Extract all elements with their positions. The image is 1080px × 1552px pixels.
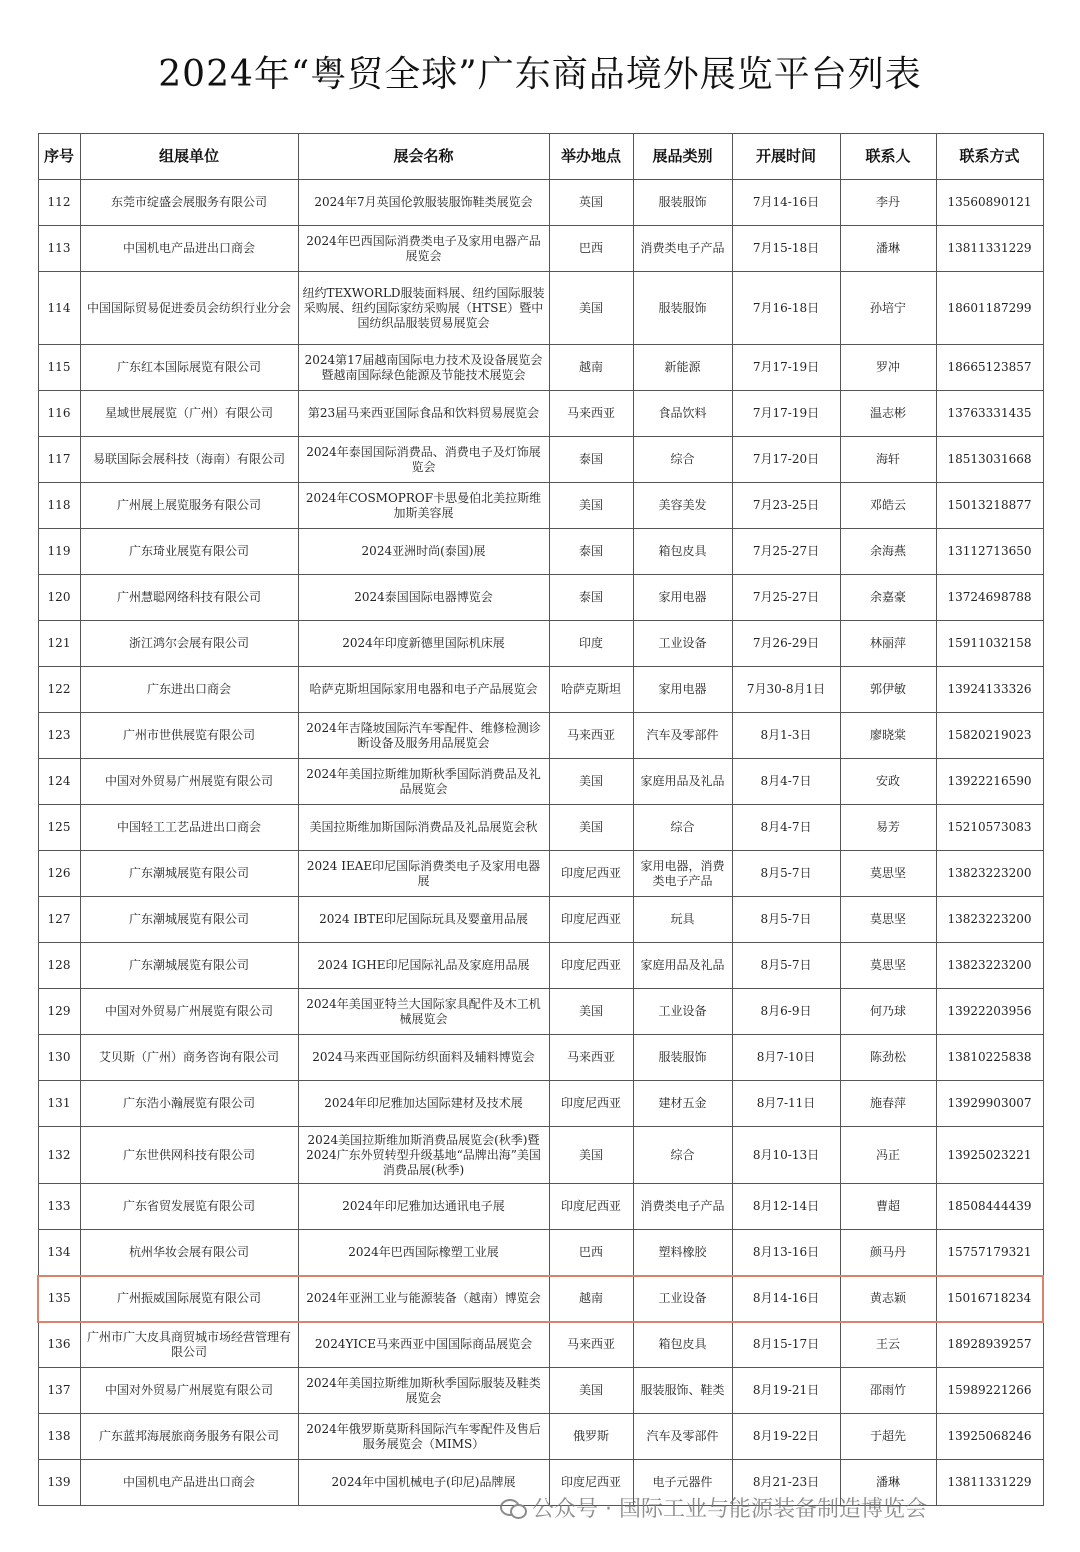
product-category: 工业设备 xyxy=(633,621,732,667)
exhibition-name: 2024亚洲时尚(泰国)展 xyxy=(298,529,549,575)
contact-person: 李丹 xyxy=(840,180,936,226)
product-category: 综合 xyxy=(633,1127,732,1184)
contact-phone: 13922216590 xyxy=(936,759,1043,805)
row-number: 135 xyxy=(38,1276,80,1322)
organizer: 广东省贸发展览有限公司 xyxy=(80,1184,298,1230)
contact-person: 冯正 xyxy=(840,1127,936,1184)
contact-person: 安政 xyxy=(840,759,936,805)
table-row xyxy=(38,1276,1043,1322)
exhibition-name: 2024第17届越南国际电力技术及设备展览会暨越南国际绿色能源及节能技术展览会 xyxy=(298,345,549,391)
organizer: 广东进出口商会 xyxy=(80,667,298,713)
row-number: 119 xyxy=(38,529,80,575)
start-date: 8月14-16日 xyxy=(732,1276,840,1322)
exhibition-name: 2024马来西亚国际纺织面料及辅料博览会 xyxy=(298,1035,549,1081)
contact-phone: 13823223200 xyxy=(936,943,1043,989)
table-row xyxy=(38,805,1043,851)
product-category: 家庭用品及礼品 xyxy=(633,943,732,989)
start-date: 8月12-14日 xyxy=(732,1184,840,1230)
exhibition-name: 2024年7月英国伦敦服装服饰鞋类展览会 xyxy=(298,180,549,226)
organizer: 中国机电产品进出口商会 xyxy=(80,1460,298,1506)
row-number: 112 xyxy=(38,180,80,226)
start-date: 8月6-9日 xyxy=(732,989,840,1035)
start-date: 8月5-7日 xyxy=(732,851,840,897)
product-category: 新能源 xyxy=(633,345,732,391)
start-date: 8月19-22日 xyxy=(732,1414,840,1460)
table-row xyxy=(38,1035,1043,1081)
organizer: 广东琦业展览有限公司 xyxy=(80,529,298,575)
contact-person: 潘琳 xyxy=(840,1460,936,1506)
exhibition-name: 2024YICE马来西亚中国国际商品展览会 xyxy=(298,1322,549,1368)
contact-person: 于超先 xyxy=(840,1414,936,1460)
row-number: 116 xyxy=(38,391,80,437)
location: 马来西亚 xyxy=(549,713,633,759)
start-date: 7月30-8月1日 xyxy=(732,667,840,713)
contact-person: 曹超 xyxy=(840,1184,936,1230)
table-row xyxy=(38,575,1043,621)
contact-person: 施春萍 xyxy=(840,1081,936,1127)
table-row xyxy=(38,713,1043,759)
table-row xyxy=(38,391,1043,437)
table-row xyxy=(38,897,1043,943)
page-title: 2024年“粤贸全球”广东商品境外展览平台列表 xyxy=(158,54,922,95)
contact-phone: 15210573083 xyxy=(936,805,1043,851)
start-date: 8月4-7日 xyxy=(732,805,840,851)
start-date: 7月25-27日 xyxy=(732,575,840,621)
contact-person: 潘琳 xyxy=(840,226,936,272)
organizer: 广州振威国际展览有限公司 xyxy=(80,1276,298,1322)
table-row xyxy=(38,180,1043,226)
location: 巴西 xyxy=(549,226,633,272)
contact-person: 莫思坚 xyxy=(840,851,936,897)
product-category: 家用电器，消费类电子产品 xyxy=(633,851,732,897)
organizer: 广州慧聪网络科技有限公司 xyxy=(80,575,298,621)
start-date: 8月13-16日 xyxy=(732,1230,840,1276)
watermark-text: 公众号 · 国际工业与能源装备制造博览会 xyxy=(532,1496,927,1522)
product-category: 箱包皮具 xyxy=(633,529,732,575)
product-category: 食品饮料 xyxy=(633,391,732,437)
contact-phone: 13811331229 xyxy=(936,1460,1043,1506)
organizer: 浙江鸿尔会展有限公司 xyxy=(80,621,298,667)
organizer: 艾贝斯（广州）商务咨询有限公司 xyxy=(80,1035,298,1081)
start-date: 8月4-7日 xyxy=(732,759,840,805)
exhibition-name: 第23届马来西亚国际食品和饮料贸易展览会 xyxy=(298,391,549,437)
row-number: 136 xyxy=(38,1322,80,1368)
organizer: 广东潮城展览有限公司 xyxy=(80,943,298,989)
location: 美国 xyxy=(549,483,633,529)
row-number: 124 xyxy=(38,759,80,805)
location: 印度尼西亚 xyxy=(549,897,633,943)
row-number: 132 xyxy=(38,1127,80,1184)
location: 印度 xyxy=(549,621,633,667)
col-header-phone: 联系方式 xyxy=(936,134,1043,180)
location: 泰国 xyxy=(549,437,633,483)
product-category: 箱包皮具 xyxy=(633,1322,732,1368)
row-number: 139 xyxy=(38,1460,80,1506)
contact-phone: 13810225838 xyxy=(936,1035,1043,1081)
product-category: 汽车及零部件 xyxy=(633,1414,732,1460)
start-date: 8月10-13日 xyxy=(732,1127,840,1184)
contact-phone: 15013218877 xyxy=(936,483,1043,529)
row-number: 125 xyxy=(38,805,80,851)
contact-person: 王云 xyxy=(840,1322,936,1368)
exhibition-name: 2024年中国机械电子(印尼)品牌展 xyxy=(298,1460,549,1506)
contact-phone: 13823223200 xyxy=(936,897,1043,943)
table-row xyxy=(38,1414,1043,1460)
table-row xyxy=(38,759,1043,805)
exhibition-name: 2024年泰国国际消费品、消费电子及灯饰展览会 xyxy=(298,437,549,483)
organizer: 广东红本国际展览有限公司 xyxy=(80,345,298,391)
col-header-org: 组展单位 xyxy=(80,134,298,180)
contact-person: 何乃球 xyxy=(840,989,936,1035)
start-date: 7月14-16日 xyxy=(732,180,840,226)
exhibition-name: 2024年吉隆坡国际汽车零配件、维修检测诊断设备及服务用品展览会 xyxy=(298,713,549,759)
row-number: 130 xyxy=(38,1035,80,1081)
contact-person: 罗冲 xyxy=(840,345,936,391)
location: 印度尼西亚 xyxy=(549,1460,633,1506)
row-number: 133 xyxy=(38,1184,80,1230)
contact-person: 黄志颖 xyxy=(840,1276,936,1322)
exhibition-name: 哈萨克斯坦国际家用电器和电子产品展览会 xyxy=(298,667,549,713)
contact-phone: 18665123857 xyxy=(936,345,1043,391)
product-category: 综合 xyxy=(633,437,732,483)
table-row xyxy=(38,437,1043,483)
start-date: 8月19-21日 xyxy=(732,1368,840,1414)
location: 美国 xyxy=(549,759,633,805)
contact-person: 林丽萍 xyxy=(840,621,936,667)
contact-person: 廖晓棠 xyxy=(840,713,936,759)
row-number: 117 xyxy=(38,437,80,483)
product-category: 服装服饰 xyxy=(633,272,732,345)
table-row xyxy=(38,483,1043,529)
organizer: 中国国际贸易促进委员会纺织行业分会 xyxy=(80,272,298,345)
location: 英国 xyxy=(549,180,633,226)
row-number: 123 xyxy=(38,713,80,759)
organizer: 中国对外贸易广州展览有限公司 xyxy=(80,989,298,1035)
contact-phone: 13560890121 xyxy=(936,180,1043,226)
contact-phone: 13811331229 xyxy=(936,226,1043,272)
exhibition-name: 2024年印尼雅加达国际建材及技术展 xyxy=(298,1081,549,1127)
exhibition-name: 2024年美国拉斯维加斯秋季国际消费品及礼品展览会 xyxy=(298,759,549,805)
location: 泰国 xyxy=(549,575,633,621)
contact-phone: 13924133326 xyxy=(936,667,1043,713)
start-date: 8月5-7日 xyxy=(732,897,840,943)
organizer: 中国对外贸易广州展览有限公司 xyxy=(80,759,298,805)
product-category: 电子元器件 xyxy=(633,1460,732,1506)
table-row xyxy=(38,1184,1043,1230)
contact-phone: 13922203956 xyxy=(936,989,1043,1035)
start-date: 7月23-25日 xyxy=(732,483,840,529)
product-category: 汽车及零部件 xyxy=(633,713,732,759)
table-row xyxy=(38,943,1043,989)
table-row xyxy=(38,226,1043,272)
row-number: 129 xyxy=(38,989,80,1035)
start-date: 7月25-27日 xyxy=(732,529,840,575)
row-number: 118 xyxy=(38,483,80,529)
exhibition-name: 2024年亚洲工业与能源装备（越南）博览会 xyxy=(298,1276,549,1322)
row-number: 122 xyxy=(38,667,80,713)
exhibition-name: 2024 IEAE印尼国际消费类电子及家用电器展 xyxy=(298,851,549,897)
row-number: 115 xyxy=(38,345,80,391)
col-header-contact: 联系人 xyxy=(840,134,936,180)
exhibition-name: 美国拉斯维加斯国际消费品及礼品展览会秋 xyxy=(298,805,549,851)
contact-phone: 18513031668 xyxy=(936,437,1043,483)
organizer: 杭州华妆会展有限公司 xyxy=(80,1230,298,1276)
contact-phone: 13763331435 xyxy=(936,391,1043,437)
exhibition-name: 2024年俄罗斯莫斯科国际汽车零配件及售后服务展览会（MIMS） xyxy=(298,1414,549,1460)
product-category: 服装服饰 xyxy=(633,180,732,226)
location: 泰国 xyxy=(549,529,633,575)
contact-person: 莫思坚 xyxy=(840,943,936,989)
start-date: 8月7-10日 xyxy=(732,1035,840,1081)
wechat-icon xyxy=(500,1497,526,1517)
contact-phone: 15911032158 xyxy=(936,621,1043,667)
organizer: 星域世展展览（广州）有限公司 xyxy=(80,391,298,437)
contact-phone: 18928939257 xyxy=(936,1322,1043,1368)
organizer: 广东世供网科技有限公司 xyxy=(80,1127,298,1184)
contact-person: 邵雨竹 xyxy=(840,1368,936,1414)
contact-phone: 18601187299 xyxy=(936,272,1043,345)
location: 美国 xyxy=(549,805,633,851)
contact-phone: 13929903007 xyxy=(936,1081,1043,1127)
product-category: 家用电器 xyxy=(633,667,732,713)
organizer: 中国轻工工艺品进出口商会 xyxy=(80,805,298,851)
location: 马来西亚 xyxy=(549,391,633,437)
table-row xyxy=(38,345,1043,391)
contact-phone: 13112713650 xyxy=(936,529,1043,575)
contact-person: 邓皓云 xyxy=(840,483,936,529)
contact-phone: 15989221266 xyxy=(936,1368,1043,1414)
organizer: 东莞市绽盛会展服务有限公司 xyxy=(80,180,298,226)
start-date: 8月7-11日 xyxy=(732,1081,840,1127)
exhibition-name: 纽约TEXWORLD服装面料展、纽约国际服装采购展、纽约国际家纺采购展（HTSE）暨中国纺织品服装贸易展览会 xyxy=(298,272,549,345)
col-header-no: 序号 xyxy=(38,134,80,180)
table-row xyxy=(38,529,1043,575)
exhibition-name: 2024 IBTE印尼国际玩具及婴童用品展 xyxy=(298,897,549,943)
contact-phone: 13925023221 xyxy=(936,1127,1043,1184)
location: 印度尼西亚 xyxy=(549,1081,633,1127)
location: 巴西 xyxy=(549,1230,633,1276)
location: 越南 xyxy=(549,1276,633,1322)
exhibition-name: 2024美国拉斯维加斯消费品展览会(秋季)暨2024广东外贸转型升级基地“品牌出海”美国消费品展(秋季) xyxy=(298,1127,549,1184)
row-number: 128 xyxy=(38,943,80,989)
start-date: 8月5-7日 xyxy=(732,943,840,989)
product-category: 工业设备 xyxy=(633,989,732,1035)
product-category: 塑料橡胶 xyxy=(633,1230,732,1276)
exhibition-name: 2024年巴西国际橡塑工业展 xyxy=(298,1230,549,1276)
location: 美国 xyxy=(549,1368,633,1414)
exhibition-name: 2024年巴西国际消费类电子及家用电器产品展览会 xyxy=(298,226,549,272)
row-number: 131 xyxy=(38,1081,80,1127)
start-date: 7月26-29日 xyxy=(732,621,840,667)
contact-phone: 15757179321 xyxy=(936,1230,1043,1276)
contact-person: 温志彬 xyxy=(840,391,936,437)
contact-person: 郭伊敏 xyxy=(840,667,936,713)
product-category: 玩具 xyxy=(633,897,732,943)
start-date: 8月21-23日 xyxy=(732,1460,840,1506)
row-number: 121 xyxy=(38,621,80,667)
row-number: 134 xyxy=(38,1230,80,1276)
col-header-place: 举办地点 xyxy=(549,134,633,180)
table-row xyxy=(38,1081,1043,1127)
table-row xyxy=(38,989,1043,1035)
contact-phone: 13724698788 xyxy=(936,575,1043,621)
exhibition-name: 2024年印度新德里国际机床展 xyxy=(298,621,549,667)
location: 印度尼西亚 xyxy=(549,943,633,989)
start-date: 7月17-19日 xyxy=(732,345,840,391)
location: 印度尼西亚 xyxy=(549,851,633,897)
exhibition-name: 2024年美国亚特兰大国际家具配件及木工机械展览会 xyxy=(298,989,549,1035)
row-number: 120 xyxy=(38,575,80,621)
product-category: 消费类电子产品 xyxy=(633,226,732,272)
contact-phone: 18508444439 xyxy=(936,1184,1043,1230)
row-number: 114 xyxy=(38,272,80,345)
contact-person: 莫思坚 xyxy=(840,897,936,943)
product-category: 服装服饰 xyxy=(633,1035,732,1081)
product-category: 综合 xyxy=(633,805,732,851)
start-date: 8月15-17日 xyxy=(732,1322,840,1368)
row-number: 137 xyxy=(38,1368,80,1414)
location: 印度尼西亚 xyxy=(549,1184,633,1230)
organizer: 广州市广大皮具商贸城市场经营管理有限公司 xyxy=(80,1322,298,1368)
table-row xyxy=(38,1368,1043,1414)
location: 美国 xyxy=(549,1127,633,1184)
col-header-name: 展会名称 xyxy=(298,134,549,180)
contact-person: 陈劲松 xyxy=(840,1035,936,1081)
col-header-date: 开展时间 xyxy=(732,134,840,180)
organizer: 广东潮城展览有限公司 xyxy=(80,897,298,943)
exhibition-name: 2024泰国国际电器博览会 xyxy=(298,575,549,621)
table-row xyxy=(38,1230,1043,1276)
row-number: 138 xyxy=(38,1414,80,1460)
start-date: 7月17-20日 xyxy=(732,437,840,483)
location: 哈萨克斯坦 xyxy=(549,667,633,713)
row-number: 127 xyxy=(38,897,80,943)
start-date: 7月16-18日 xyxy=(732,272,840,345)
start-date: 8月1-3日 xyxy=(732,713,840,759)
contact-phone: 13823223200 xyxy=(936,851,1043,897)
product-category: 建材五金 xyxy=(633,1081,732,1127)
start-date: 7月17-19日 xyxy=(732,391,840,437)
contact-person: 易芳 xyxy=(840,805,936,851)
location: 马来西亚 xyxy=(549,1322,633,1368)
organizer: 广州市世供展览有限公司 xyxy=(80,713,298,759)
exhibition-table xyxy=(37,133,1044,1506)
start-date: 7月15-18日 xyxy=(732,226,840,272)
product-category: 家用电器 xyxy=(633,575,732,621)
location: 越南 xyxy=(549,345,633,391)
exhibition-name: 2024年印尼雅加达通讯电子展 xyxy=(298,1184,549,1230)
table-row xyxy=(38,1127,1043,1184)
location: 美国 xyxy=(549,272,633,345)
contact-phone: 15016718234 xyxy=(936,1276,1043,1322)
location: 美国 xyxy=(549,989,633,1035)
table-header-row xyxy=(38,134,1043,180)
contact-person: 海轩 xyxy=(840,437,936,483)
product-category: 工业设备 xyxy=(633,1276,732,1322)
contact-person: 孙培宁 xyxy=(840,272,936,345)
contact-person: 余海燕 xyxy=(840,529,936,575)
product-category: 美容美发 xyxy=(633,483,732,529)
col-header-category: 展品类别 xyxy=(633,134,732,180)
organizer: 中国对外贸易广州展览有限公司 xyxy=(80,1368,298,1414)
table-row xyxy=(38,1322,1043,1368)
product-category: 消费类电子产品 xyxy=(633,1184,732,1230)
location: 俄罗斯 xyxy=(549,1414,633,1460)
row-number: 113 xyxy=(38,226,80,272)
organizer: 中国机电产品进出口商会 xyxy=(80,226,298,272)
table-row xyxy=(38,851,1043,897)
product-category: 家庭用品及礼品 xyxy=(633,759,732,805)
organizer: 广东潮城展览有限公司 xyxy=(80,851,298,897)
location: 马来西亚 xyxy=(549,1035,633,1081)
table-row xyxy=(38,667,1043,713)
contact-person: 颜马丹 xyxy=(840,1230,936,1276)
table-row xyxy=(38,621,1043,667)
organizer: 广东蓝邦海展旅商务服务有限公司 xyxy=(80,1414,298,1460)
contact-person: 余嘉豪 xyxy=(840,575,936,621)
organizer: 广东浩小瀚展览有限公司 xyxy=(80,1081,298,1127)
organizer: 广州展上展览服务有限公司 xyxy=(80,483,298,529)
exhibition-name: 2024 IGHE印尼国际礼品及家庭用品展 xyxy=(298,943,549,989)
contact-phone: 15820219023 xyxy=(936,713,1043,759)
row-number: 126 xyxy=(38,851,80,897)
table-row xyxy=(38,272,1043,345)
exhibition-name: 2024年COSMOPROF卡思曼伯北美拉斯维加斯美容展 xyxy=(298,483,549,529)
exhibition-name: 2024年美国拉斯维加斯秋季国际服装及鞋类展览会 xyxy=(298,1368,549,1414)
product-category: 服装服饰、鞋类 xyxy=(633,1368,732,1414)
contact-phone: 13925068246 xyxy=(936,1414,1043,1460)
watermark xyxy=(500,1490,927,1524)
organizer: 易联国际会展科技（海南）有限公司 xyxy=(80,437,298,483)
